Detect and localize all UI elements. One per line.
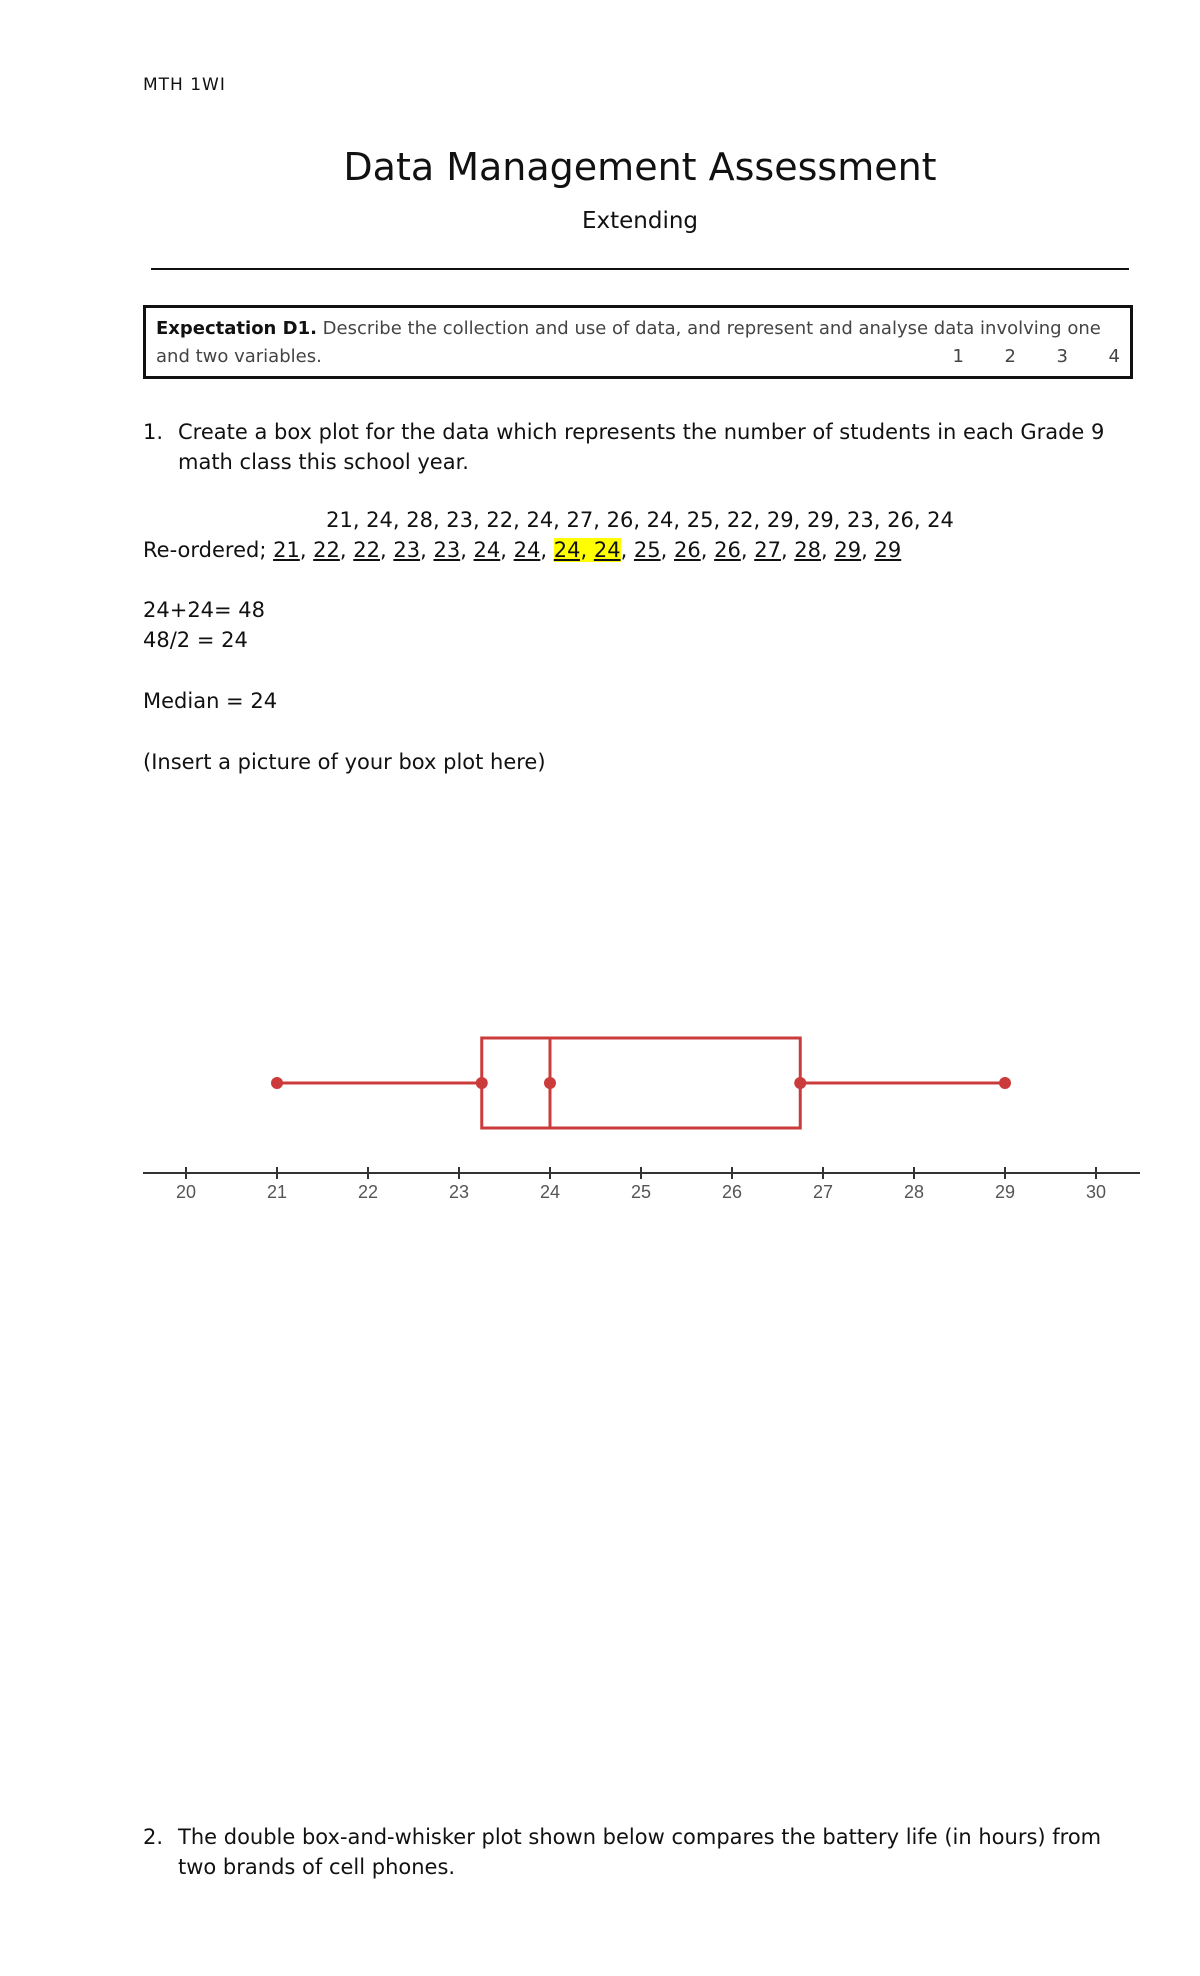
- work-line-1: 24+24= 48: [143, 598, 266, 622]
- reordered-value: 25: [633, 538, 661, 562]
- reordered-value: 29: [874, 538, 902, 562]
- page-title: Data Management Assessment: [343, 145, 937, 189]
- x-tick-label: 22: [357, 1182, 379, 1202]
- insert-note: (Insert a picture of your box plot here): [143, 750, 546, 774]
- x-tick-label: 26: [721, 1182, 743, 1202]
- x-tick-label: 20: [175, 1182, 197, 1202]
- reordered-values: 21, 22, 22, 23, 23, 24, 24, 24, 24, 25, 26, 26, 27, 28, 29, 29: [273, 538, 902, 562]
- reordered-value: 27: [754, 538, 781, 562]
- rating-2: 2: [1004, 346, 1016, 367]
- reordered-value: 24: [513, 538, 541, 562]
- x-tick-label: 23: [448, 1182, 470, 1202]
- expectation-text-1: Describe the collection and use of data, and represent and analyse data involving one: [316, 318, 1101, 339]
- page-subtitle: Extending: [581, 208, 699, 234]
- reordered-value: 24: [473, 538, 501, 562]
- reordered-value: 21: [273, 538, 300, 562]
- x-tick-label: 29: [994, 1182, 1016, 1202]
- question-1-number: 1.: [143, 420, 164, 444]
- rating-4: 4: [1108, 346, 1120, 367]
- x-tick-label: 25: [630, 1182, 652, 1202]
- course-code: MTH 1WI: [143, 75, 226, 95]
- reordered-value: 26: [714, 538, 741, 562]
- reordered-value: 29: [834, 538, 862, 562]
- reordered-value: 22: [353, 538, 380, 562]
- x-tick-label: 30: [1085, 1182, 1107, 1202]
- min-point: [271, 1077, 283, 1089]
- x-tick-label: 24: [539, 1182, 561, 1202]
- x-tick-label: 27: [812, 1182, 834, 1202]
- reordered-value: 26: [674, 538, 701, 562]
- expectation-text-2: and two variables.: [156, 346, 322, 367]
- reordered-value: 23: [393, 538, 421, 562]
- max-point: [999, 1077, 1011, 1089]
- question-2-number: 2.: [143, 1825, 164, 1849]
- reordered-value: 28: [794, 538, 822, 562]
- median-point: [544, 1077, 556, 1089]
- rating-3: 3: [1056, 346, 1068, 367]
- expectation-label: Expectation D1.: [156, 318, 317, 339]
- reordered-value: 24: [553, 538, 581, 562]
- iqr-box: [482, 1038, 801, 1128]
- q3-point: [794, 1077, 806, 1089]
- work-line-2: 48/2 = 24: [143, 628, 248, 652]
- x-tick-label: 21: [266, 1182, 288, 1202]
- question-1-prompt: Create a box plot for the data which represents the number of students in each Grade 9 math class this school year.: [178, 420, 1105, 474]
- reordered-label: Re-ordered;: [143, 538, 274, 562]
- median-line: Median = 24: [143, 689, 278, 713]
- reordered-value: 22: [313, 538, 340, 562]
- reordered-value: 24: [593, 538, 621, 562]
- rating-1: 1: [952, 346, 964, 367]
- x-tick-label: 28: [903, 1182, 925, 1202]
- question-2-prompt: The double box-and-whisker plot shown below compares the battery life (in hours) from two brands of cell phones.: [178, 1825, 1102, 1879]
- reordered-value: 23: [433, 538, 461, 562]
- q1-point: [476, 1077, 488, 1089]
- raw-data: 21, 24, 28, 23, 22, 24, 27, 26, 24, 25, 22, 29, 29, 23, 26, 24: [326, 508, 954, 532]
